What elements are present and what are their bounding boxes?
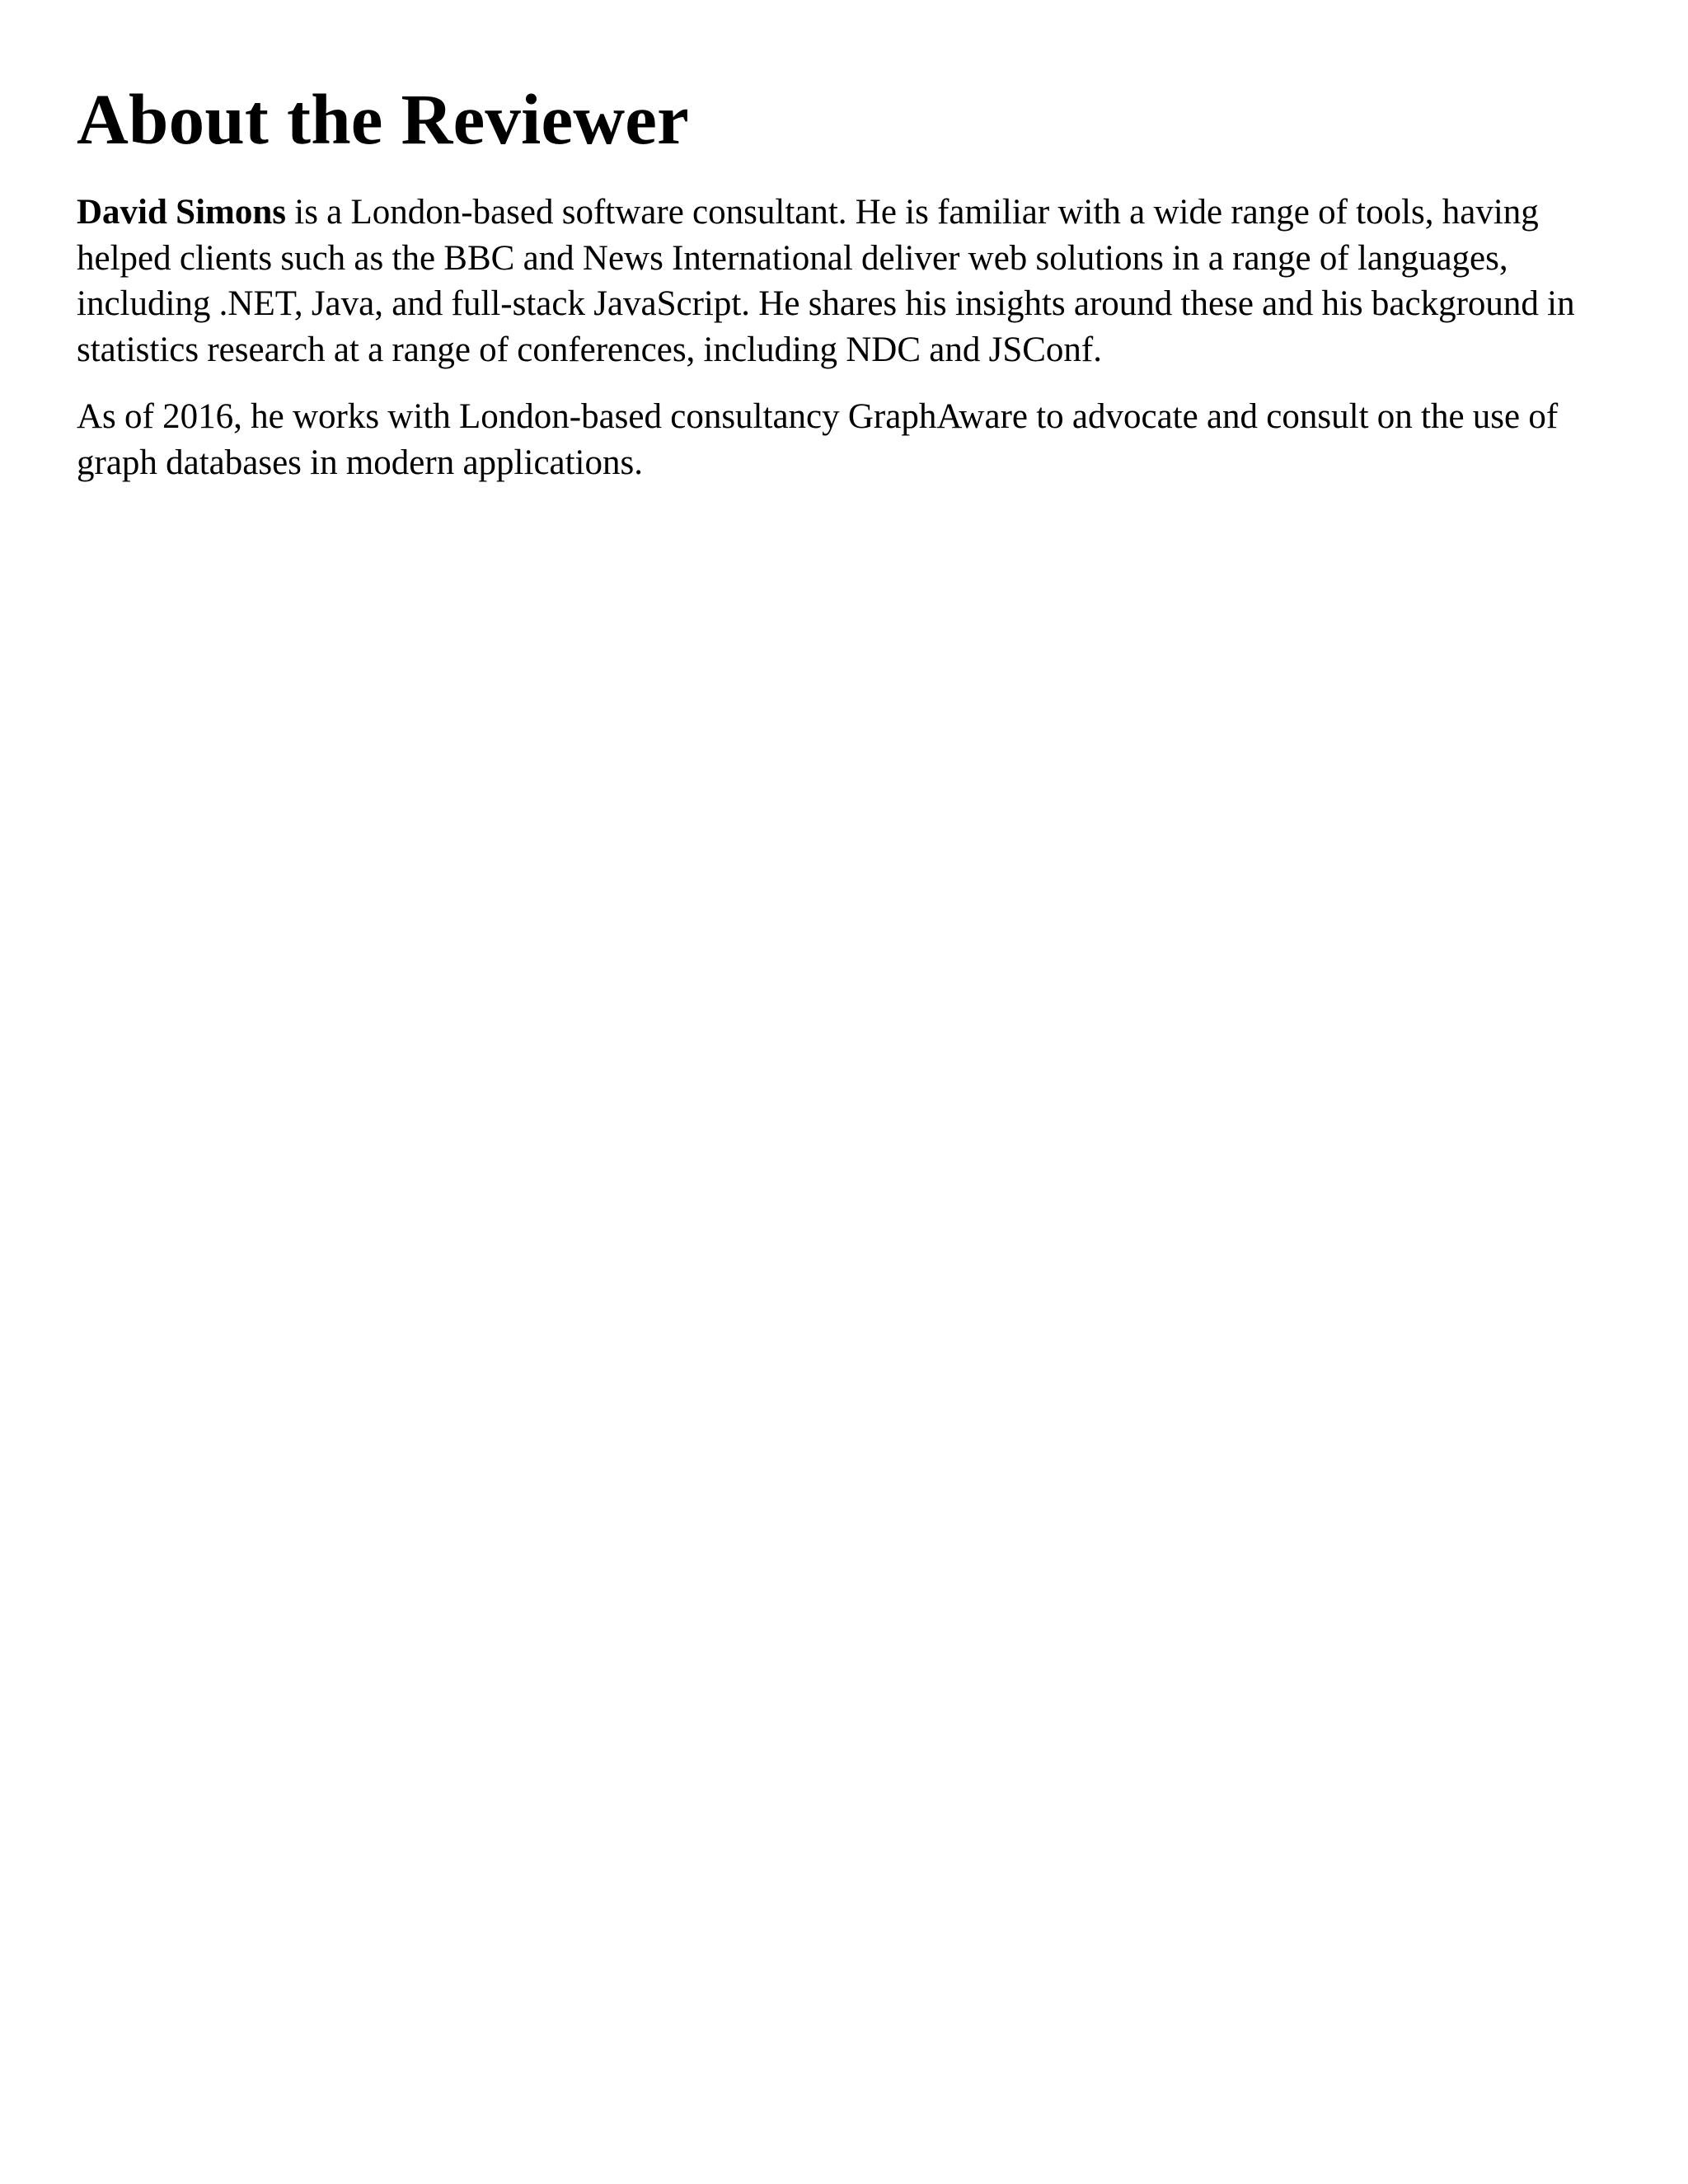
- bio-text: is a London-based software consultant. He is familiar with a wide range of tools, having helped clients such as the BBC and News International deliver web solutions in a range of languages, including .NET, Java, and full-stack JavaScript. He shares his insights around these and his background in statistics research at a range of conferences, including NDC and JSConf.: [77, 193, 1575, 369]
- document-page: [77, 0, 1626, 485]
- current-work-paragraph: As of 2016, he works with London-based consultancy GraphAware to advocate and consult on the use of graph databases in modern applications.: [77, 397, 1559, 482]
- page-title: About the Reviewer: [77, 79, 689, 159]
- bio-paragraph: [77, 190, 1626, 373]
- reviewer-name: David Simons: [77, 193, 286, 232]
